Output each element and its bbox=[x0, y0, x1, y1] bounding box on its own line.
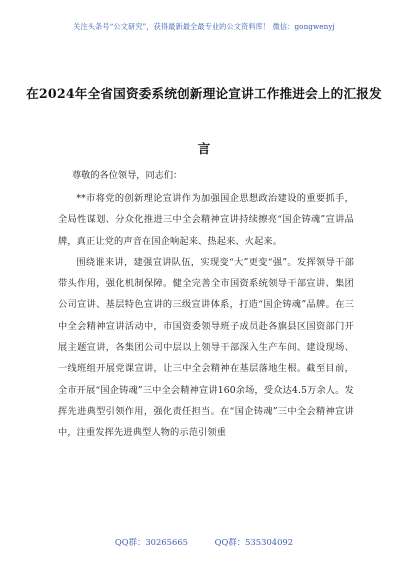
document-body bbox=[58, 188, 354, 444]
footer-qq-group-2: QQ群：535304092 bbox=[214, 537, 294, 547]
salutation: 尊敬的各位领导，同志们： bbox=[72, 170, 183, 181]
footer-qq-group-1: QQ群：30265665 bbox=[114, 537, 188, 547]
paragraph-1: **市将党的创新理论宣讲作为加强国企思想政治建设的重要抓手，全局性谋划、分众化推进三中全会精神宣讲持续擦亮“国企铸魂”宣讲品牌，真正让党的声音在国企响起来、热起来、火起来。 bbox=[58, 193, 354, 247]
paragraph-2: 围绕谁来讲，建强宣讲队伍，实现变“大”更变“强”。发挥领导干部带头作用，强化机制保障。健全完善全市国资系统领导干部宣讲、集团公司宣讲、基层特色宣讲的三级宣讲体系，打造“国企铸魂”品牌。在三中全会精神宣讲活动中，市国资委领导班子成员赴各旗县区国资部门开展主题宣讲，各集团公司中层以上领导干部深入生产车间、建设现场、一线班组开展党课宣讲，让三中全会精神在基层落地生根。截至目前，全市开展“国企铸魂”三中全会精神宣讲160余场，受众达4.5万余人。发挥先进典型引领作用，强化责任担当。在“国企铸魂”三中全会精神宣讲中，注重发挥先进典型人物的示范引领重 bbox=[58, 256, 354, 439]
header-note: 关注头条号“公文研究”，获得最新最全最专业的公文资料库！ 微信：gongwenyj bbox=[73, 22, 335, 31]
footer bbox=[0, 536, 408, 548]
document-title: 在2024年全省国资委系统创新理论宣讲工作推进会上的汇报发言 bbox=[26, 86, 382, 156]
